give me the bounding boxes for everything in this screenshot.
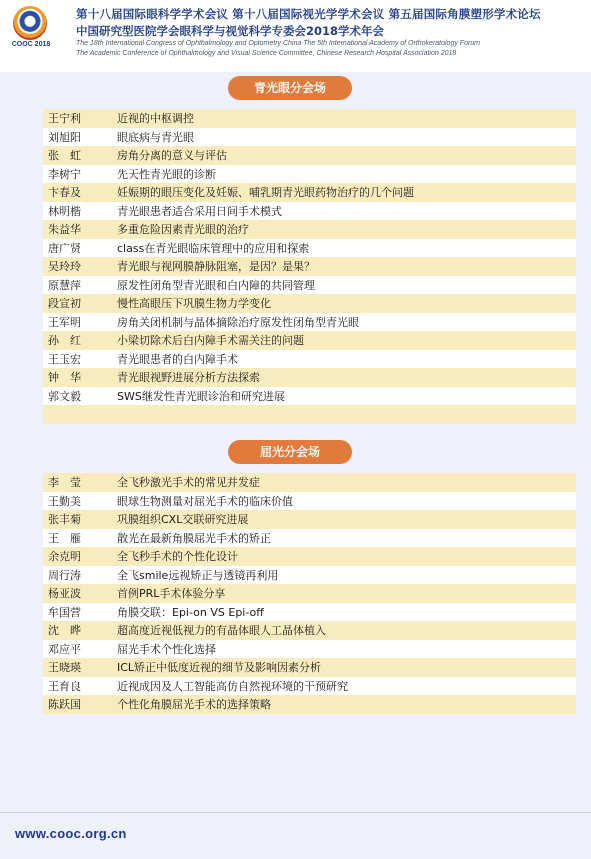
speaker-name: 朱益华 [48,223,81,237]
talk-topic: 全飞秒手术的个性化设计 [117,550,238,564]
table-row [43,658,576,677]
speaker-name: 段宣初 [48,297,81,311]
speaker-name: 张丰菊 [48,513,81,527]
talk-topic: 多重危险因素青光眼的治疗 [117,223,249,237]
table-row [43,640,576,659]
table-row [43,350,576,369]
glaucoma-schedule-table [43,109,576,424]
table-row [43,603,576,622]
talk-topic: 全飞秒激光手术的常见并发症 [117,476,260,490]
table-row [43,313,576,332]
table-row [43,165,576,184]
speaker-name: 王育良 [48,679,81,693]
table-row [43,566,576,585]
speaker-name: 张 虹 [48,149,81,163]
table-row [43,584,576,603]
speaker-name: 陈跃国 [48,698,81,712]
speaker-name: 李树宁 [48,167,81,181]
talk-topic: 小梁切除术后白内障手术需关注的问题 [117,334,304,348]
speaker-name: 邓应平 [48,642,81,656]
talk-topic: ICL矫正中低度近视的细节及影响因素分析 [117,661,322,675]
talk-topic: 散光在最新角膜屈光手术的矫正 [117,531,271,545]
talk-topic: 超高度近视低视力的有晶体眼人工晶体植入 [117,624,326,638]
header-title-line1: 第十八届国际眼科学学术会议 第十八届国际视光学学术会议 第五届国际角膜塑形学术论坛 [76,7,541,21]
talk-topic: 个性化角膜屈光手术的选择策略 [117,698,271,712]
talk-topic: 青光眼视野进展分析方法探索 [117,371,260,385]
table-row [43,405,576,424]
table-row [43,510,576,529]
talk-topic: 先天性青光眼的诊断 [117,167,216,181]
table-row [43,547,576,566]
speaker-name: 王晓瑛 [48,661,81,675]
talk-topic: 房角关闭机制与晶体摘除治疗原发性闭角型青光眼 [117,315,359,329]
speaker-name: 王军明 [48,315,81,329]
conference-header [0,0,591,72]
speaker-name: 杨亚波 [48,587,81,601]
speaker-name: 孙 红 [48,334,81,348]
table-row [43,492,576,511]
logo-text: COOC 2018 [11,41,51,48]
table-row [43,695,576,714]
speaker-name: 牟国营 [48,605,81,619]
table-row [43,183,576,202]
talk-topic: 眼球生物测量对屈光手术的临床价值 [117,494,293,508]
cooc-logo [8,6,54,50]
table-row [43,239,576,258]
speaker-name: 郭文毅 [48,389,81,403]
talk-topic: 首例PRL手术体验分享 [117,587,226,601]
talk-topic: 青光眼患者适合采用日间手术模式 [117,204,282,218]
table-row [43,257,576,276]
speaker-name: 刘旭阳 [48,130,81,144]
table-row [43,387,576,406]
talk-topic: 全飞smile远视矫正与透镜再利用 [117,568,279,582]
table-row [43,276,576,295]
talk-topic: 角膜交联：Epi-on VS Epi-off [117,605,264,619]
speaker-name: 唐广贤 [48,241,81,255]
speaker-name: 吴玲玲 [48,260,81,274]
speaker-name: 李 莹 [48,476,81,490]
speaker-name: 钟 华 [48,371,81,385]
eye-logo-icon [13,6,47,40]
table-row [43,146,576,165]
table-row [43,128,576,147]
table-row [43,294,576,313]
speaker-name: 周行涛 [48,568,81,582]
speaker-name: 沈 晔 [48,624,81,638]
footer-divider [0,812,591,813]
table-row [43,621,576,640]
talk-topic: 屈光手术个性化选择 [117,642,216,656]
header-title-line2: 中国研究型医院学会眼科学与视觉科学专委会2018学术年会 [76,24,385,38]
talk-topic: 近视成因及人工智能高仿自然视环境的干预研究 [117,679,348,693]
table-row [43,109,576,128]
talk-topic: 房角分离的意义与评估 [117,149,227,163]
talk-topic: 妊娠期的眼压变化及妊娠、哺乳期青光眼药物治疗的几个问题 [117,186,414,200]
speaker-name: 原慧萍 [48,278,81,292]
table-row [43,220,576,239]
table-row [43,677,576,696]
header-english-line1: The 18th International Congress of Ophthalmology and Optometry China The 5th International Academy of Orthokeratology Forum [76,40,481,47]
header-english-line2: The Academic Conference of Ophthalmology and Visual Science Committee, Chinese Research Hospital Association 2018 [76,50,457,57]
table-row [43,368,576,387]
talk-topic: 青光眼患者的白内障手术 [117,352,238,366]
speaker-name: 王 雁 [48,531,81,545]
talk-topic: 近视的中枢调控 [117,112,194,126]
talk-topic: 青光眼与视网膜静脉阻塞，是因？是果？ [117,260,315,274]
speaker-name: 王玉宏 [48,352,81,366]
talk-topic: 慢性高眼压下巩膜生物力学变化 [117,297,271,311]
speaker-name: 王勤美 [48,494,81,508]
website-url: www.cooc.org.cn [15,826,127,841]
table-row [43,529,576,548]
speaker-name: 林明楷 [48,204,81,218]
table-row [43,473,576,492]
speaker-name: 卞春及 [48,186,81,200]
talk-topic: class在青光眼临床管理中的应用和探索 [117,241,310,255]
talk-topic: 巩膜组织CXL交联研究进展 [117,513,249,527]
table-row [43,202,576,221]
section-title-glaucoma: 青光眼分会场 [228,76,352,100]
section-title-refractive: 屈光分会场 [228,440,352,464]
talk-topic: 原发性闭角型青光眼和白内障的共同管理 [117,278,315,292]
speaker-name: 王宁利 [48,112,81,126]
refractive-schedule-table [43,473,576,714]
speaker-name: 余克明 [48,550,81,564]
table-row [43,331,576,350]
talk-topic: 眼底病与青光眼 [117,130,194,144]
talk-topic: SWS继发性青光眼诊治和研究进展 [117,389,285,403]
